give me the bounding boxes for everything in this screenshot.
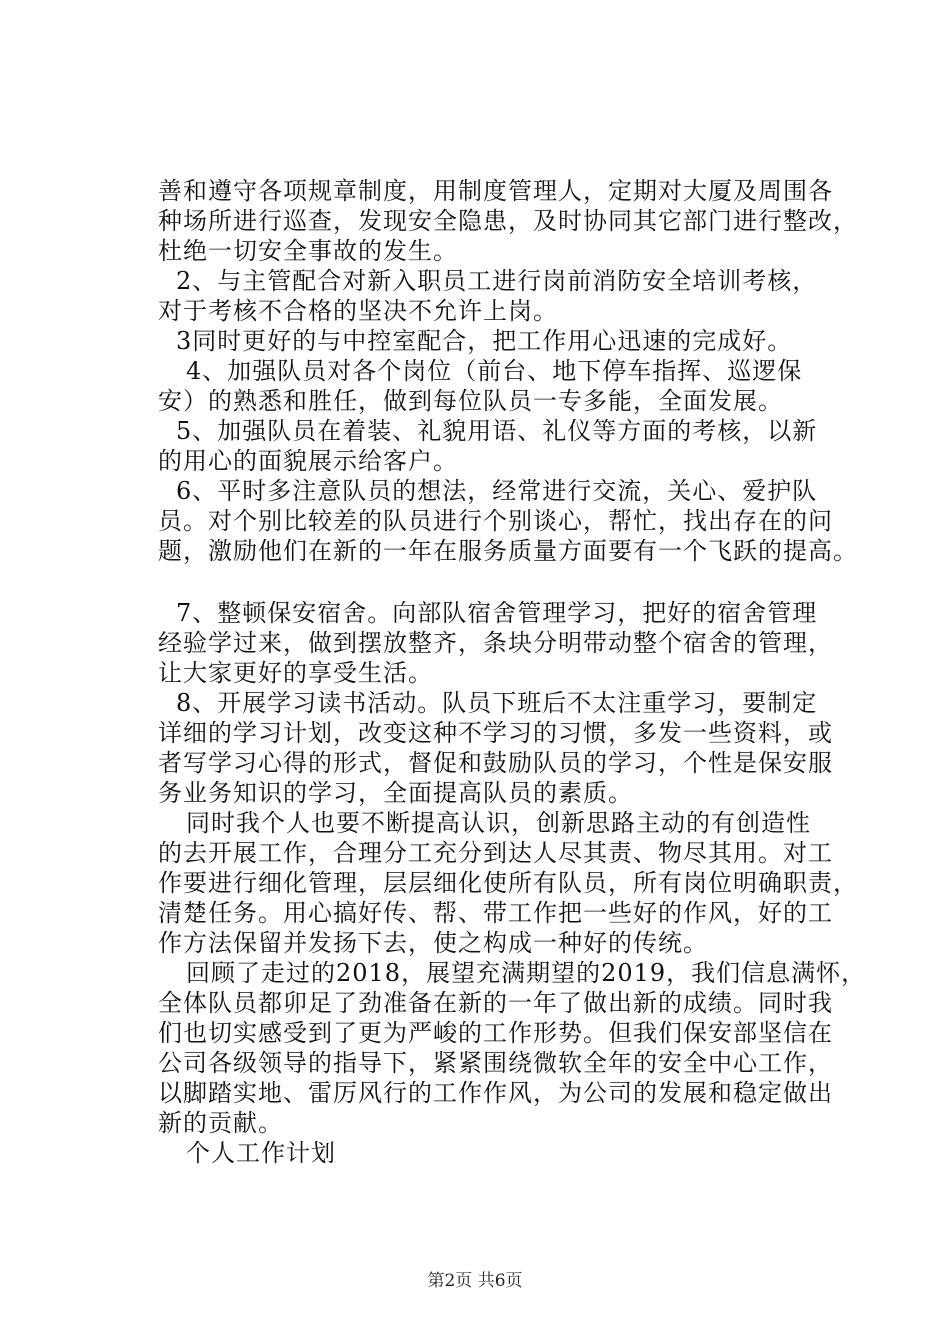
text-line: 4、加强队员对各个岗位（前台、地下停车指挥、巡逻保 <box>186 357 803 385</box>
text-line: 新的贡献。 <box>158 1109 283 1137</box>
text-line: 同时我个人也要不断提高认识，创新思路主动的有创造性 <box>186 809 811 837</box>
text-line: 7、整顿保安宿舍。向部队宿舍管理学习，把好的宿舍管理 <box>176 599 818 627</box>
text-line: 安）的熟悉和胜任，做到每位队员一专多能，全面发展。 <box>158 387 783 415</box>
text-line: 们也切实感受到了更为严峻的工作形势。但我们保安部坚信在 <box>158 1019 833 1047</box>
text-line: 详细的学习计划，改变这种不学习的习惯，多发一些资料，或 <box>158 719 833 747</box>
text-line: 的去开展工作，合理分工充分到达人尽其责、物尽其用。对工 <box>158 839 833 867</box>
document-body <box>158 176 867 1168</box>
text-line: 员。对个别比较差的队员进行个别谈心，帮忙，找出存在的问 <box>158 507 833 535</box>
text-line: 3同时更好的与中控室配合，把工作用心迅速的完成好。 <box>176 327 793 355</box>
text-line: 善和遵守各项规章制度，用制度管理人，定期对大厦及周围各 <box>158 177 833 205</box>
text-line: 公司各级领导的指导下，紧紧围绕微软全年的安全中心工作， <box>158 1049 833 1077</box>
text-line: 让大家更好的享受生活。 <box>158 659 433 687</box>
text-line: 以脚踏实地、雷厉风行的工作作风，为公司的发展和稳定做出 <box>158 1079 833 1107</box>
text-line: 种场所进行巡查，发现安全隐患，及时协同其它部门进行整改， <box>158 207 858 235</box>
text-line: 全体队员都卯足了劲准备在新的一年了做出新的成绩。同时我 <box>158 989 833 1017</box>
text-line: 题，激励他们在新的一年在服务质量方面要有一个飞跃的提高。 <box>158 537 858 565</box>
text-line: 者写学习心得的形式，督促和鼓励队员的学习，个性是保安服 <box>158 749 833 777</box>
text-line: 回顾了走过的2018，展望充满期望的2019，我们信息满怀， <box>186 959 867 987</box>
text-line: 作方法保留并发扬下去，使之构成一种好的传统。 <box>158 929 708 957</box>
text-line: 杜绝一切安全事故的发生。 <box>158 237 458 265</box>
text-line: 作要进行细化管理，层层细化使所有队员，所有岗位明确职责， <box>158 869 858 897</box>
text-line: 2、与主管配合对新入职员工进行岗前消防安全培训考核， <box>176 267 818 295</box>
text-line: 6、平时多注意队员的想法，经常进行交流，关心、爱护队 <box>176 477 818 505</box>
page-number-footer: 第2页 共6页 <box>427 1271 523 1291</box>
text-line: 清楚任务。用心搞好传、帮、带工作把一些好的作风，好的工 <box>158 899 833 927</box>
text-line: 经验学过来，做到摆放整齐，条块分明带动整个宿舍的管理， <box>158 629 833 657</box>
text-line: 对于考核不合格的坚决不允许上岗。 <box>158 297 558 325</box>
text-line: 5、加强队员在着装、礼貌用语、礼仪等方面的考核，以新 <box>176 417 818 445</box>
text-line: 8、开展学习读书活动。队员下班后不太注重学习，要制定 <box>176 689 818 717</box>
section-heading: 个人工作计划 <box>186 1139 336 1167</box>
text-line: 的用心的面貌展示给客户。 <box>158 447 458 475</box>
paragraph-gap <box>158 566 858 598</box>
text-line: 务业务知识的学习，全面提高队员的素质。 <box>158 779 633 807</box>
